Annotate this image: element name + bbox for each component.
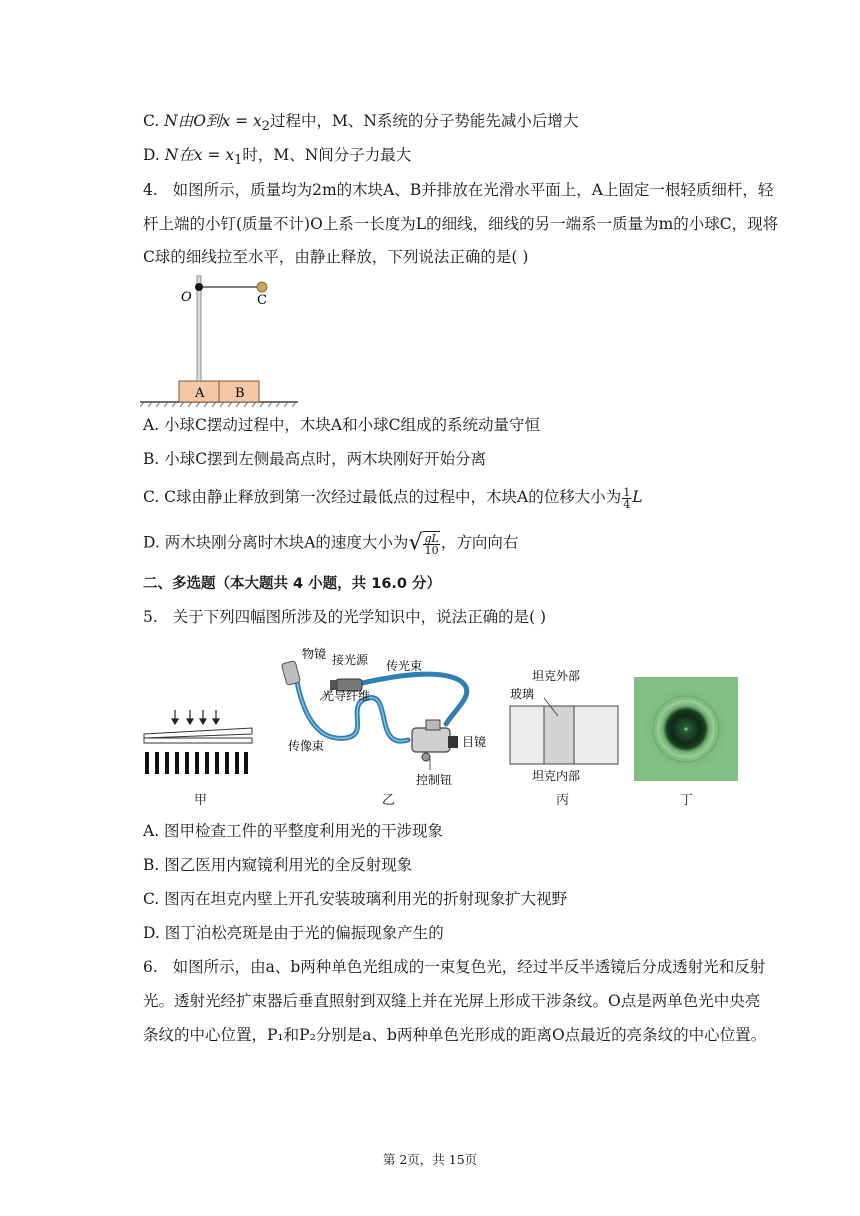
label-a: A [195,386,205,401]
q4-option-b: B. 小球C摆到左侧最高点时，两木块刚好开始分离 [143,450,487,468]
label-outside: 坦克外部 [532,669,581,683]
q5-option-b: B. 图乙医用内窥镜利用光的全反射现象 [143,856,413,874]
label-eyepiece: 目镜 [462,735,487,749]
label-light-beam: 传光束 [386,659,423,673]
q4-option-a: A. 小球C摆动过程中，木块A和小球C组成的系统动量守恒 [143,416,540,434]
label-glass: 玻璃 [510,687,535,701]
q3-option-d: D. N在$x = x_1$时，M、N间分子力最大 [143,146,412,169]
q4-stem-line1: 4. 如图所示，质量均为2m的木块A、B并排放在光滑水平面上，A上固定一根轻质细杆，轻 [143,181,774,199]
page-footer: 第 2页，共 15页 [382,1152,478,1167]
section-multi-choice-title: 二、多选题（本大题共 4 小题，共 16.0 分） [143,576,442,592]
label-b: B [235,386,245,401]
caption-jia: 甲 [194,793,208,808]
label-o: O [181,290,192,305]
label-inside: 坦克内部 [532,769,581,783]
q4-stem-line3: C球的细线拉至水平，由静止释放，下列说法正确的是( ) [143,248,529,266]
q6-stem-line1: 6. 如图所示，由a、b两种单色光组成的一束复色光，经过半反半透镜后分成透射光和反射 [143,958,766,976]
caption-ding: 丁 [680,793,694,808]
q5-stem: 5. 关于下列四幅图所涉及的光学知识中，说法正确的是( ) [143,608,547,626]
ball-c [257,282,267,292]
rod [197,276,201,381]
figure-yi-endoscope [276,642,496,790]
q4-figure [140,272,302,408]
label-c: C [257,293,267,308]
label-image-beam: 传像束 [288,739,325,753]
nail-o [195,283,203,291]
q4-option-d: D. 两木块刚分离时木块A的速度大小为√ $\frac{gL}{10}$ ，方向向右 [143,530,519,557]
q4-number: 4. [143,181,158,199]
label-control: 控制钮 [416,773,453,787]
label-objective: 物镜 [302,647,327,661]
label-fiber: 光导纤维 [322,689,371,703]
figure-bing-tank [506,664,622,788]
q6-stem-line2: 光。透射光经扩束器后垂直照射到双缝上并在光屏上形成干涉条纹。O点是两单色光中央亮 [143,992,761,1010]
figure-ding-poisson-spot [634,677,738,781]
fraction-one-quarter: $\frac{1}{4}$ [623,485,631,511]
q4-stem-line2: 杆上端的小钉(质量不计)O上系一长度为L的细线，细线的另一端系一质量为m的小球C，现将 [143,215,779,233]
sqrt-symbol: √ [408,530,423,556]
q5-option-a: A. 图甲检查工件的平整度利用光的干涉现象 [143,822,444,840]
q6-stem-line3: 条纹的中心位置，P₁和P₂分别是a、b两种单色光形成的距离O点最近的亮条纹的中心位置。 [143,1026,767,1044]
sqrt-fraction: $\frac{gL}{10}$ [424,532,439,557]
q5-option-c: C. 图丙在坦克内壁上开孔安装玻璃利用光的折射现象扩大视野 [143,890,568,908]
q3-option-c: C. N由O到$x = x_2$过程中，M、N系统的分子势能先减小后增大 [143,112,579,135]
eyepiece-body-icon [412,720,458,761]
figure-jia [142,710,254,776]
caption-bing: 丙 [556,793,570,808]
label-light-source: 接光源 [332,653,369,667]
caption-yi: 乙 [382,793,396,808]
objective-lens-icon [281,661,300,686]
q4-option-c: C. C球由静止释放到第一次经过最低点的过程中，木块A的位移大小为 $\frac{1}{4}$ L [143,485,643,511]
q5-option-d: D. 图丁泊松亮斑是由于光的偏振现象产生的 [143,924,444,942]
